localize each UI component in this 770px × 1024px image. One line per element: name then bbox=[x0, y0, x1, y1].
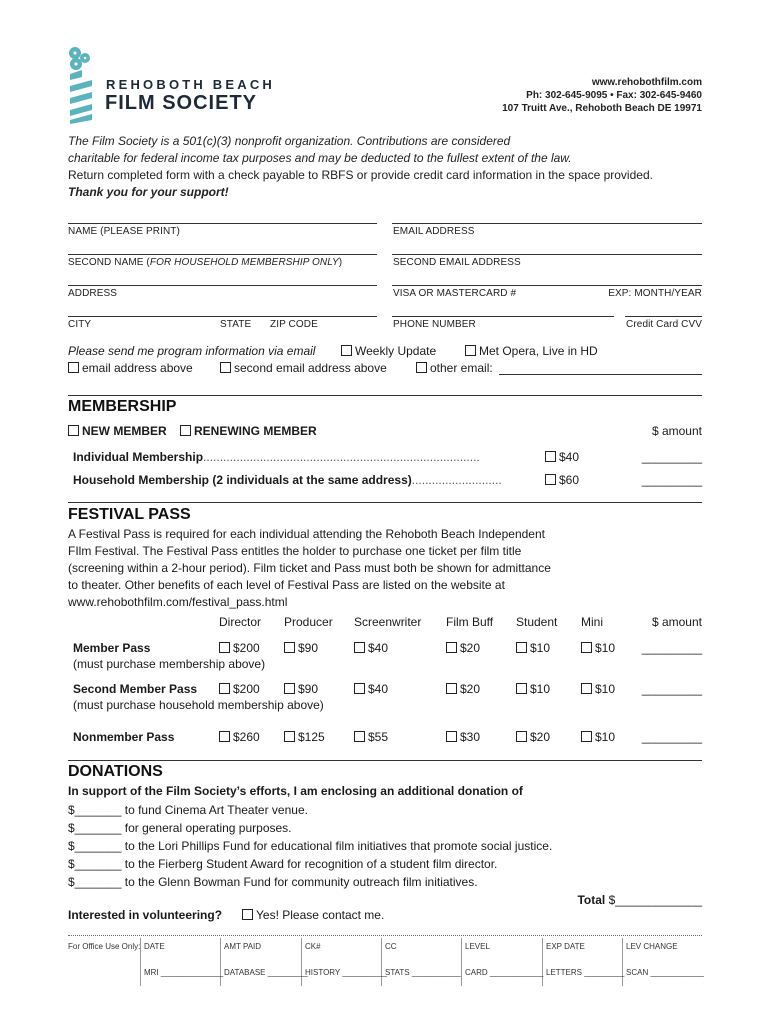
second-email-label: SECOND EMAIL ADDRESS bbox=[393, 257, 521, 268]
email-label: EMAIL ADDRESS bbox=[393, 226, 475, 237]
checkbox[interactable] bbox=[516, 642, 527, 653]
checkbox[interactable] bbox=[219, 731, 230, 742]
festival-description: A Festival Pass is required for each individual attending the Rehoboth Beach Independent FIlm Festival. The Festival Pass entitles the holder to purchase one ticket per film title (screening within a 2-hour period). Film ticket and Pass must both be shown for admittance to theater. Other benefits of each level of Festival Pass are listed on the website at www.rehobothfilm.com/festival_pass.html bbox=[68, 527, 551, 609]
logo bbox=[66, 44, 276, 126]
org-name-line1: REHOBOTH BEACH bbox=[106, 77, 276, 92]
second-member-pass-student[interactable]: $10 bbox=[516, 682, 550, 696]
weekly-update-checkbox[interactable] bbox=[341, 345, 352, 356]
individual-amount-blank[interactable]: _________ bbox=[641, 450, 702, 464]
office-field-database: DATABASE _________ bbox=[224, 968, 308, 977]
new-member-option[interactable]: NEW MEMBER bbox=[68, 424, 167, 438]
second-member-pass-screenwriter[interactable]: $40 bbox=[354, 682, 388, 696]
household-membership-option[interactable]: $60 bbox=[545, 473, 579, 487]
level-header-screenwriter: Screenwriter bbox=[354, 615, 422, 629]
nonmember-pass-student[interactable]: $20 bbox=[516, 730, 550, 744]
membership-rule bbox=[68, 395, 702, 396]
office-field-level: LEVEL bbox=[465, 942, 490, 951]
office-divider bbox=[220, 938, 221, 986]
festival-amount-header: $ amount bbox=[651, 615, 702, 629]
office-field-card: CARD ____________ bbox=[465, 968, 544, 977]
nonmember-pass-mini[interactable]: $10 bbox=[581, 730, 615, 744]
level-header-mini: Mini bbox=[581, 615, 604, 629]
donations-title: DONATIONS bbox=[68, 763, 163, 780]
household-amount-blank[interactable]: _________ bbox=[641, 473, 702, 487]
city-line[interactable] bbox=[68, 316, 377, 317]
zip-label: ZIP CODE bbox=[270, 319, 318, 330]
address-line[interactable] bbox=[68, 285, 377, 286]
donation-item[interactable]: $_______ for general operating purposes. bbox=[68, 821, 292, 835]
second-email-line[interactable] bbox=[392, 254, 702, 255]
email-above-option[interactable]: email address above bbox=[68, 361, 193, 375]
checkbox[interactable] bbox=[354, 642, 365, 653]
program-info-prompt: Please send me program information via email bbox=[68, 344, 316, 358]
level-header-student: Student bbox=[516, 615, 558, 629]
renewing-member-checkbox[interactable] bbox=[180, 425, 191, 436]
city-label: CITY bbox=[68, 319, 92, 330]
nonmember-pass-amount-blank[interactable]: _________ bbox=[641, 730, 702, 744]
checkbox[interactable] bbox=[284, 683, 295, 694]
level-header-director: Director bbox=[219, 615, 262, 629]
contact-block bbox=[502, 76, 702, 115]
member-pass-film-buff[interactable]: $20 bbox=[446, 641, 480, 655]
checkbox[interactable] bbox=[219, 642, 230, 653]
individual-membership-option[interactable]: $40 bbox=[545, 450, 579, 464]
name-line[interactable] bbox=[68, 223, 377, 224]
intro-text bbox=[68, 133, 653, 201]
checkbox[interactable] bbox=[446, 731, 457, 742]
other-email-checkbox[interactable] bbox=[416, 362, 427, 373]
intro-line-1: The Film Society is a 501(c)(3) nonprofit organization. Contributions are considered bbox=[68, 134, 511, 148]
renewing-member-option[interactable]: RENEWING MEMBER bbox=[180, 424, 317, 438]
household-membership-checkbox[interactable] bbox=[545, 474, 556, 485]
festival-rule bbox=[68, 502, 702, 503]
donation-item[interactable]: $_______ to the Glenn Bowman Fund for community outreach film initiatives. bbox=[68, 875, 478, 889]
office-field-amt-paid: AMT PAID bbox=[224, 942, 262, 951]
office-divider bbox=[140, 938, 141, 986]
cvv-line[interactable] bbox=[625, 316, 702, 317]
met-opera-option[interactable]: Met Opera, Live in HD bbox=[465, 344, 598, 358]
address-label: ADDRESS bbox=[68, 288, 118, 299]
checkbox[interactable] bbox=[516, 731, 527, 742]
office-divider bbox=[461, 938, 462, 986]
membership-amount-header: $ amount bbox=[651, 424, 702, 438]
volunteer-checkbox[interactable] bbox=[242, 909, 253, 920]
donation-item[interactable]: $_______ to the Lori Phillips Fund for educational film initiatives that promote social justice. bbox=[68, 839, 553, 853]
nonmember-pass-producer[interactable]: $125 bbox=[284, 730, 325, 744]
office-divider bbox=[542, 938, 543, 986]
donation-item[interactable]: $_______ to fund Cinema Art Theater venue. bbox=[68, 803, 308, 817]
volunteer-question: Interested in volunteering? bbox=[68, 908, 223, 922]
office-field-stats: STATS ___________ bbox=[385, 968, 461, 977]
membership-title: MEMBERSHIP bbox=[68, 398, 177, 415]
checkbox[interactable] bbox=[581, 642, 592, 653]
checkbox[interactable] bbox=[284, 642, 295, 653]
office-field-history: HISTORY __________ bbox=[305, 968, 387, 977]
checkbox[interactable] bbox=[446, 642, 457, 653]
office-dotted-rule bbox=[68, 935, 702, 936]
office-field-lev-change: LEV CHANGE bbox=[626, 942, 678, 951]
donations-rule bbox=[68, 760, 702, 761]
household-membership-label: Household Membership (2 individuals at the same address)........................... bbox=[73, 473, 502, 487]
member-pass-mini[interactable]: $10 bbox=[581, 641, 615, 655]
phone-line[interactable] bbox=[392, 316, 614, 317]
office-field-date: DATE bbox=[144, 942, 165, 951]
office-divider bbox=[301, 938, 302, 986]
checkbox[interactable] bbox=[219, 683, 230, 694]
office-field-scan: SCAN ____________ bbox=[626, 968, 704, 977]
cvv-label: Credit Card CVV bbox=[626, 319, 702, 330]
second-member-pass-amount-blank[interactable]: _________ bbox=[641, 682, 702, 696]
intro-line-3: Return completed form with a check payable to RBFS or provide credit card information in the space provided. bbox=[68, 168, 653, 182]
met-opera-checkbox[interactable] bbox=[465, 345, 476, 356]
checkbox[interactable] bbox=[354, 683, 365, 694]
second-member-pass-mini[interactable]: $10 bbox=[581, 682, 615, 696]
individual-membership-checkbox[interactable] bbox=[545, 451, 556, 462]
member-pass-director[interactable]: $200 bbox=[219, 641, 260, 655]
member-pass-student[interactable]: $10 bbox=[516, 641, 550, 655]
second-email-above-option[interactable]: second email address above bbox=[220, 361, 387, 375]
second-name-label: SECOND NAME (FOR HOUSEHOLD MEMBERSHIP ONLY) bbox=[68, 257, 343, 268]
nonmember-pass-director[interactable]: $260 bbox=[219, 730, 260, 744]
email-above-checkbox[interactable] bbox=[68, 362, 79, 373]
donations-intro: In support of the Film Society’s efforts, I am enclosing an additional donation of bbox=[68, 784, 523, 798]
level-header-film-buff: Film Buff bbox=[446, 615, 494, 629]
film-reel-lighthouse-icon bbox=[66, 44, 100, 124]
second-member-pass-note: (must purchase household membership above) bbox=[73, 698, 324, 712]
member-pass-screenwriter[interactable]: $40 bbox=[354, 641, 388, 655]
donation-item[interactable]: $_______ to the Fierberg Student Award for recognition of a student film director. bbox=[68, 857, 498, 871]
checkbox[interactable] bbox=[446, 683, 457, 694]
donation-total[interactable]: Total $_____________ bbox=[577, 893, 702, 907]
individual-membership-label: Individual Membership................................................................................... bbox=[73, 450, 480, 464]
card-line[interactable] bbox=[392, 285, 702, 286]
checkbox[interactable] bbox=[516, 683, 527, 694]
other-email-option[interactable]: other email: bbox=[416, 361, 493, 375]
second-member-pass-label: Second Member Pass bbox=[73, 682, 198, 696]
checkbox[interactable] bbox=[581, 683, 592, 694]
nonmember-pass-screenwriter[interactable]: $55 bbox=[354, 730, 388, 744]
website-link[interactable]: www.rehobothfilm.com bbox=[591, 77, 702, 88]
second-member-pass-producer[interactable]: $90 bbox=[284, 682, 318, 696]
member-pass-amount-blank[interactable]: _________ bbox=[641, 641, 702, 655]
office-field-mri: MRI ______________ bbox=[144, 968, 224, 977]
nonmember-pass-film-buff[interactable]: $30 bbox=[446, 730, 480, 744]
member-pass-label: Member Pass bbox=[73, 641, 151, 655]
intro-thanks: Thank you for your support! bbox=[68, 185, 229, 199]
intro-line-2: charitable for federal income tax purposes and may be deducted to the fullest extent of the law. bbox=[68, 151, 572, 165]
phone-label: PHONE NUMBER bbox=[393, 319, 476, 330]
level-header-producer: Producer bbox=[284, 615, 333, 629]
office-divider bbox=[381, 938, 382, 986]
office-field-ck: CK# bbox=[305, 942, 321, 951]
name-label: NAME (PLEASE PRINT) bbox=[68, 226, 180, 237]
office-field-letters: LETTERS _________ bbox=[546, 968, 625, 977]
member-pass-producer[interactable]: $90 bbox=[284, 641, 318, 655]
second-member-pass-film-buff[interactable]: $20 bbox=[446, 682, 480, 696]
office-field-exp-date: EXP DATE bbox=[546, 942, 585, 951]
second-member-pass-director[interactable]: $200 bbox=[219, 682, 260, 696]
phone-fax: Ph: 302-645-9095 • Fax: 302-645-9460 bbox=[526, 90, 702, 101]
card-label: VISA OR MASTERCARD # bbox=[393, 288, 517, 299]
email-line[interactable] bbox=[392, 223, 702, 224]
state-label: STATE bbox=[220, 319, 252, 330]
mailing-address: 107 Truitt Ave., Rehoboth Beach DE 19971 bbox=[502, 103, 702, 114]
checkbox[interactable] bbox=[581, 731, 592, 742]
office-field-cc: CC bbox=[385, 942, 397, 951]
checkbox[interactable] bbox=[354, 731, 365, 742]
exp-label: EXP: MONTH/YEAR bbox=[608, 288, 702, 299]
member-pass-note: (must purchase membership above) bbox=[73, 657, 266, 671]
new-member-checkbox[interactable] bbox=[68, 425, 79, 436]
weekly-update-option[interactable]: Weekly Update bbox=[341, 344, 436, 358]
nonmember-pass-label: Nonmember Pass bbox=[73, 730, 175, 744]
festival-title: FESTIVAL PASS bbox=[68, 506, 191, 523]
org-name-line2: FILM SOCIETY bbox=[105, 92, 257, 114]
office-use-label: For Office Use Only: bbox=[68, 942, 141, 951]
checkbox[interactable] bbox=[284, 731, 295, 742]
office-divider bbox=[622, 938, 623, 986]
second-email-above-checkbox[interactable] bbox=[220, 362, 231, 373]
other-email-line[interactable] bbox=[499, 374, 702, 375]
second-name-line[interactable] bbox=[68, 254, 377, 255]
volunteer-option[interactable]: Yes! Please contact me. bbox=[242, 908, 384, 922]
